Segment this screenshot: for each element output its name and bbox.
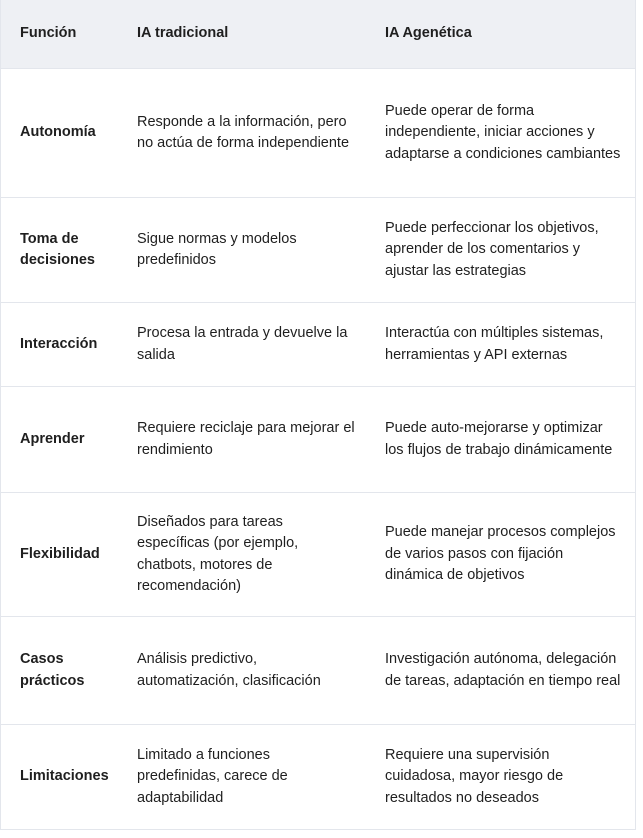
- table-row: [1, 387, 635, 493]
- row-agentic: Requiere una supervisión cuidadosa, mayor riesgo de resultados no deseados: [385, 746, 564, 806]
- table-row: [1, 69, 635, 198]
- row-feature: Toma de decisiones: [20, 230, 95, 268]
- row-traditional: Diseñados para tareas específicas (por ejemplo, chatbots, motores de recomendación): [137, 513, 299, 594]
- header-cell-function: Función: [20, 25, 77, 42]
- row-agentic: Puede operar de forma independiente, iniciar acciones y adaptarse a condiciones cambiantes: [385, 102, 621, 162]
- table-row: [1, 198, 635, 303]
- row-traditional: Sigue normas y modelos predefinidos: [137, 230, 297, 268]
- table-row: [1, 493, 635, 617]
- header-cell-agentic-ai: IA Agenética: [385, 25, 472, 42]
- row-feature: Autonomía: [20, 124, 96, 141]
- row-feature: Aprender: [20, 430, 85, 447]
- row-agentic: Puede auto-mejorarse y optimizar los flujos de trabajo dinámicamente: [385, 420, 613, 458]
- row-agentic: Puede manejar procesos complejos de varios pasos con fijación dinámica de objetivos: [385, 524, 616, 584]
- row-agentic: Investigación autónoma, delegación de tareas, adaptación en tiempo real: [385, 651, 621, 689]
- row-feature: Flexibilidad: [20, 545, 100, 562]
- table-header-row: [1, 0, 635, 69]
- table-row: [1, 725, 635, 830]
- row-traditional: Responde a la información, pero no actúa de forma independiente: [137, 113, 350, 151]
- row-agentic: Puede perfeccionar los objetivos, aprender de los comentarios y ajustar las estrategias: [385, 219, 599, 279]
- row-traditional: Limitado a funciones predefinidas, carece de adaptabilidad: [137, 746, 288, 806]
- row-traditional: Requiere reciclaje para mejorar el rendimiento: [137, 420, 355, 458]
- row-agentic: Interactúa con múltiples sistemas, herramientas y API externas: [385, 325, 604, 363]
- table-row: [1, 303, 635, 387]
- row-feature: Interacción: [20, 335, 98, 352]
- row-traditional: Procesa la entrada y devuelve la salida: [137, 325, 348, 363]
- header-cell-traditional-ai: IA tradicional: [137, 25, 229, 42]
- table-row: [1, 617, 635, 725]
- row-feature: Casos prácticos: [20, 651, 85, 689]
- row-traditional: Análisis predictivo, automatización, clasificación: [137, 651, 321, 689]
- row-feature: Limitaciones: [20, 768, 109, 785]
